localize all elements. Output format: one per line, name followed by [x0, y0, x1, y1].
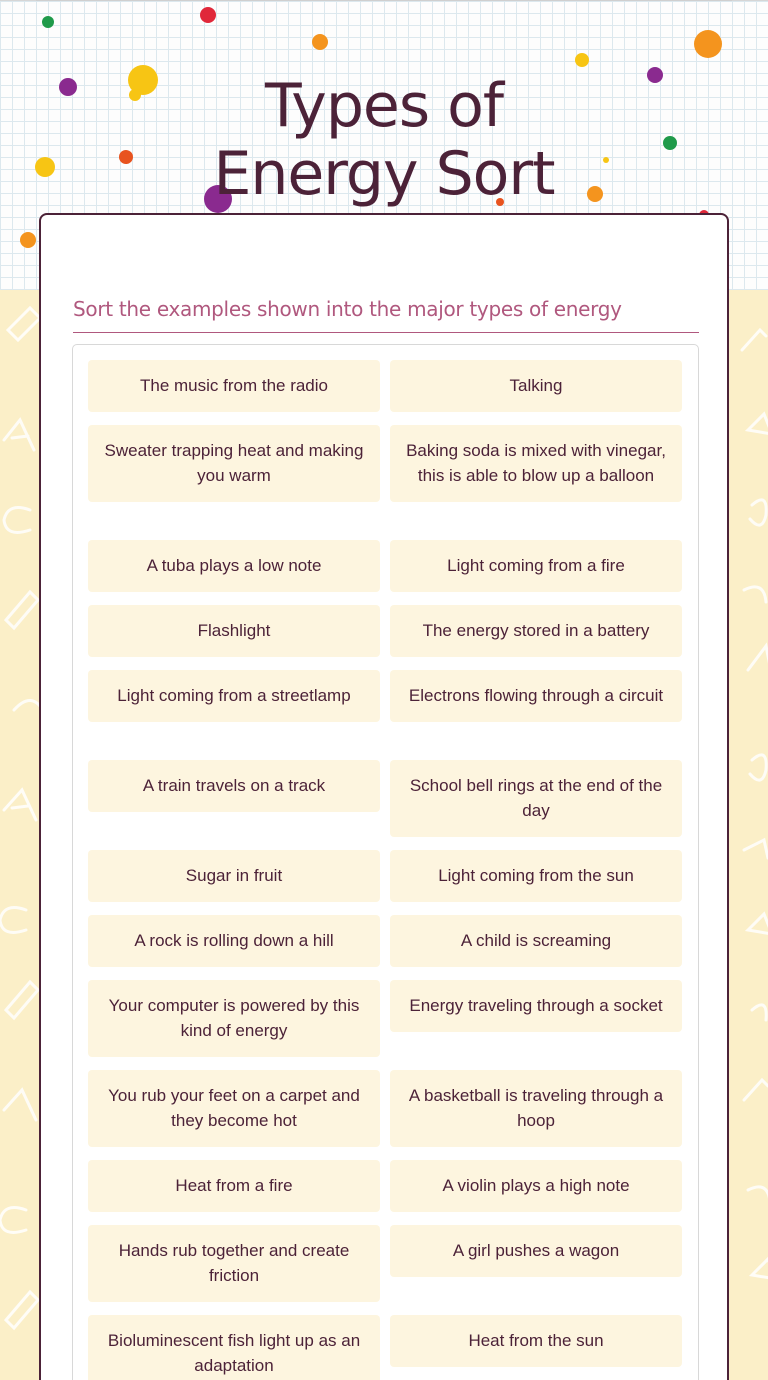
draggable-item[interactable]: School bell rings at the end of the day — [390, 760, 682, 837]
draggable-item[interactable]: Sugar in fruit — [88, 850, 380, 902]
draggable-item[interactable]: Hands rub together and create friction — [88, 1225, 380, 1302]
answer-bank — [72, 344, 699, 1380]
draggable-item[interactable]: Flashlight — [88, 605, 380, 657]
draggable-item[interactable]: A girl pushes a wagon — [390, 1225, 682, 1277]
worksheet-card — [39, 213, 729, 1380]
page-title: Types of Energy Sort — [213, 71, 555, 209]
draggable-item[interactable]: Energy traveling through a socket — [390, 980, 682, 1032]
draggable-item[interactable]: A violin plays a high note — [390, 1160, 682, 1212]
draggable-item[interactable]: A basketball is traveling through a hoop — [390, 1070, 682, 1147]
draggable-item[interactable]: Electrons flowing through a circuit — [390, 670, 682, 722]
draggable-item[interactable]: Light coming from a streetlamp — [88, 670, 380, 722]
draggable-item[interactable]: Talking — [390, 360, 682, 412]
draggable-item[interactable]: A rock is rolling down a hill — [88, 915, 380, 967]
draggable-item[interactable]: Your computer is powered by this kind of energy — [88, 980, 380, 1057]
draggable-item[interactable]: Sweater trapping heat and making you warm — [88, 425, 380, 502]
draggable-item[interactable]: Baking soda is mixed with vinegar, this is able to blow up a balloon — [390, 425, 682, 502]
draggable-item[interactable]: You rub your feet on a carpet and they become hot — [88, 1070, 380, 1147]
draggable-item[interactable]: A tuba plays a low note — [88, 540, 380, 592]
draggable-item[interactable]: The energy stored in a battery — [390, 605, 682, 657]
draggable-item[interactable]: Bioluminescent fish light up as an adaptation — [88, 1315, 380, 1380]
draggable-item[interactable]: Heat from a fire — [88, 1160, 380, 1212]
draggable-item[interactable]: Light coming from the sun — [390, 850, 682, 902]
draggable-item[interactable]: Light coming from a fire — [390, 540, 682, 592]
draggable-item[interactable]: Heat from the sun — [390, 1315, 682, 1367]
draggable-item[interactable]: The music from the radio — [88, 360, 380, 412]
instruction-text: Sort the examples shown into the major types of energy — [73, 297, 699, 333]
draggable-item[interactable]: A train travels on a track — [88, 760, 380, 812]
draggable-item[interactable]: A child is screaming — [390, 915, 682, 967]
